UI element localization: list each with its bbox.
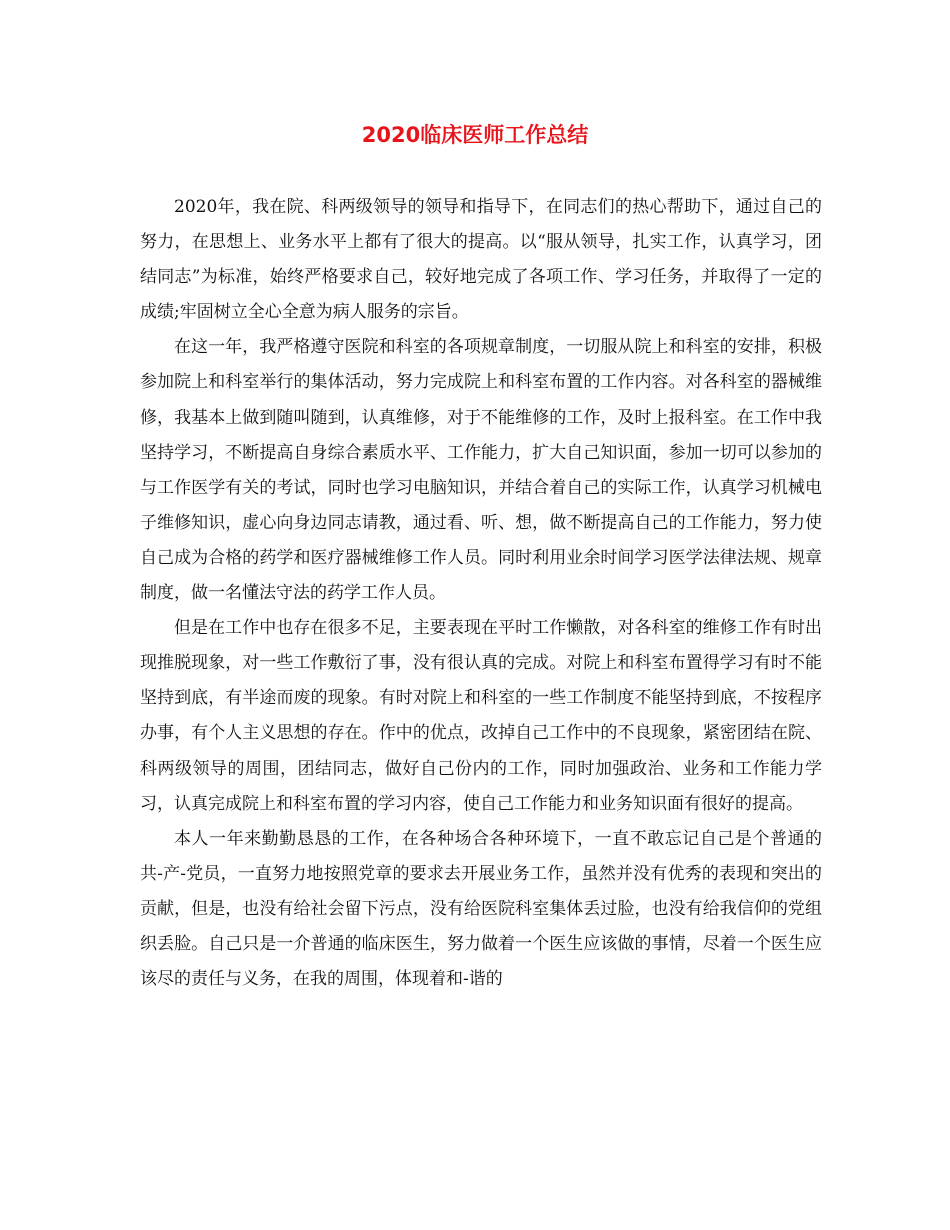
paragraph-4: 本人一年来勤勤恳恳的工作，在各种场合各种环境下，一直不敢忘记自己是个普通的共-产-党员，一直努力地按照党章的要求去开展业务工作，虽然并没有优秀的表现和突出的贡献，但是，也没有给社会留下污点，没有给医院科室集体丢过脸，也没有给我信仰的党组织丢脸。自己只是一介普通的临床医生，努力做着一个医生应该做的事情，尽着一个医生应该尽的责任与义务，在我的周围，体现着和-谐的 [140,828,822,990]
paragraph-3: 但是在工作中也存在很多不足，主要表现在平时工作懒散，对各科室的维修工作有时出现推脱现象，对一些工作敷衍了事，没有很认真的完成。对院上和科室布置得学习有时不能坚持到底，有半途而废的现象。有时对院上和科室的一些工作制度不能坚持到底，不按程序办事，有个人主义思想的存在。作中的优点，改掉自己工作中的不良现象，紧密团结在院、科两级领导的周围，团结同志，做好自己份内的工作，同时加强政治、业务和工作能力学习，认真完成院上和科室布置的学习内容，使自己工作能力和业务知识面有很好的提高。 [140,618,822,814]
document-body [140,190,822,997]
paragraph-2: 在这一年，我严格遵守医院和科室的各项规章制度，一切服从院上和科室的安排，积极参加院上和科室举行的集体活动，努力完成院上和科室布置的工作内容。对各科室的器械维修，我基本上做到随叫随到，认真维修，对于不能维修的工作，及时上报科室。在工作中我坚持学习，不断提高自身综合素质水平、工作能力，扩大自己知识面，参加一切可以参加的与工作医学有关的考试，同时也学习电脑知识，并结合着自己的实际工作，认真学习机械电子维修知识，虚心向身边同志请教，通过看、听、想，做不断提高自己的工作能力，努力使自己成为合格的药学和医疗器械维修工作人员。同时利用业余时间学习医学法律法规、规章制度，做一名懂法守法的药学工作人员。 [140,337,822,604]
document-title: 2020临床医师工作总结 [361,123,589,147]
paragraph-1: 2020年，我在院、科两级领导的领导和指导下，在同志们的热心帮助下，通过自己的努力，在思想上、业务水平上都有了很大的提高。以“服从领导，扎实工作，认真学习，团结同志”为标准，始终严格要求自己，较好地完成了各项工作、学习任务，并取得了一定的成绩;牢固树立全心全意为病人服务的宗旨。 [140,197,822,323]
